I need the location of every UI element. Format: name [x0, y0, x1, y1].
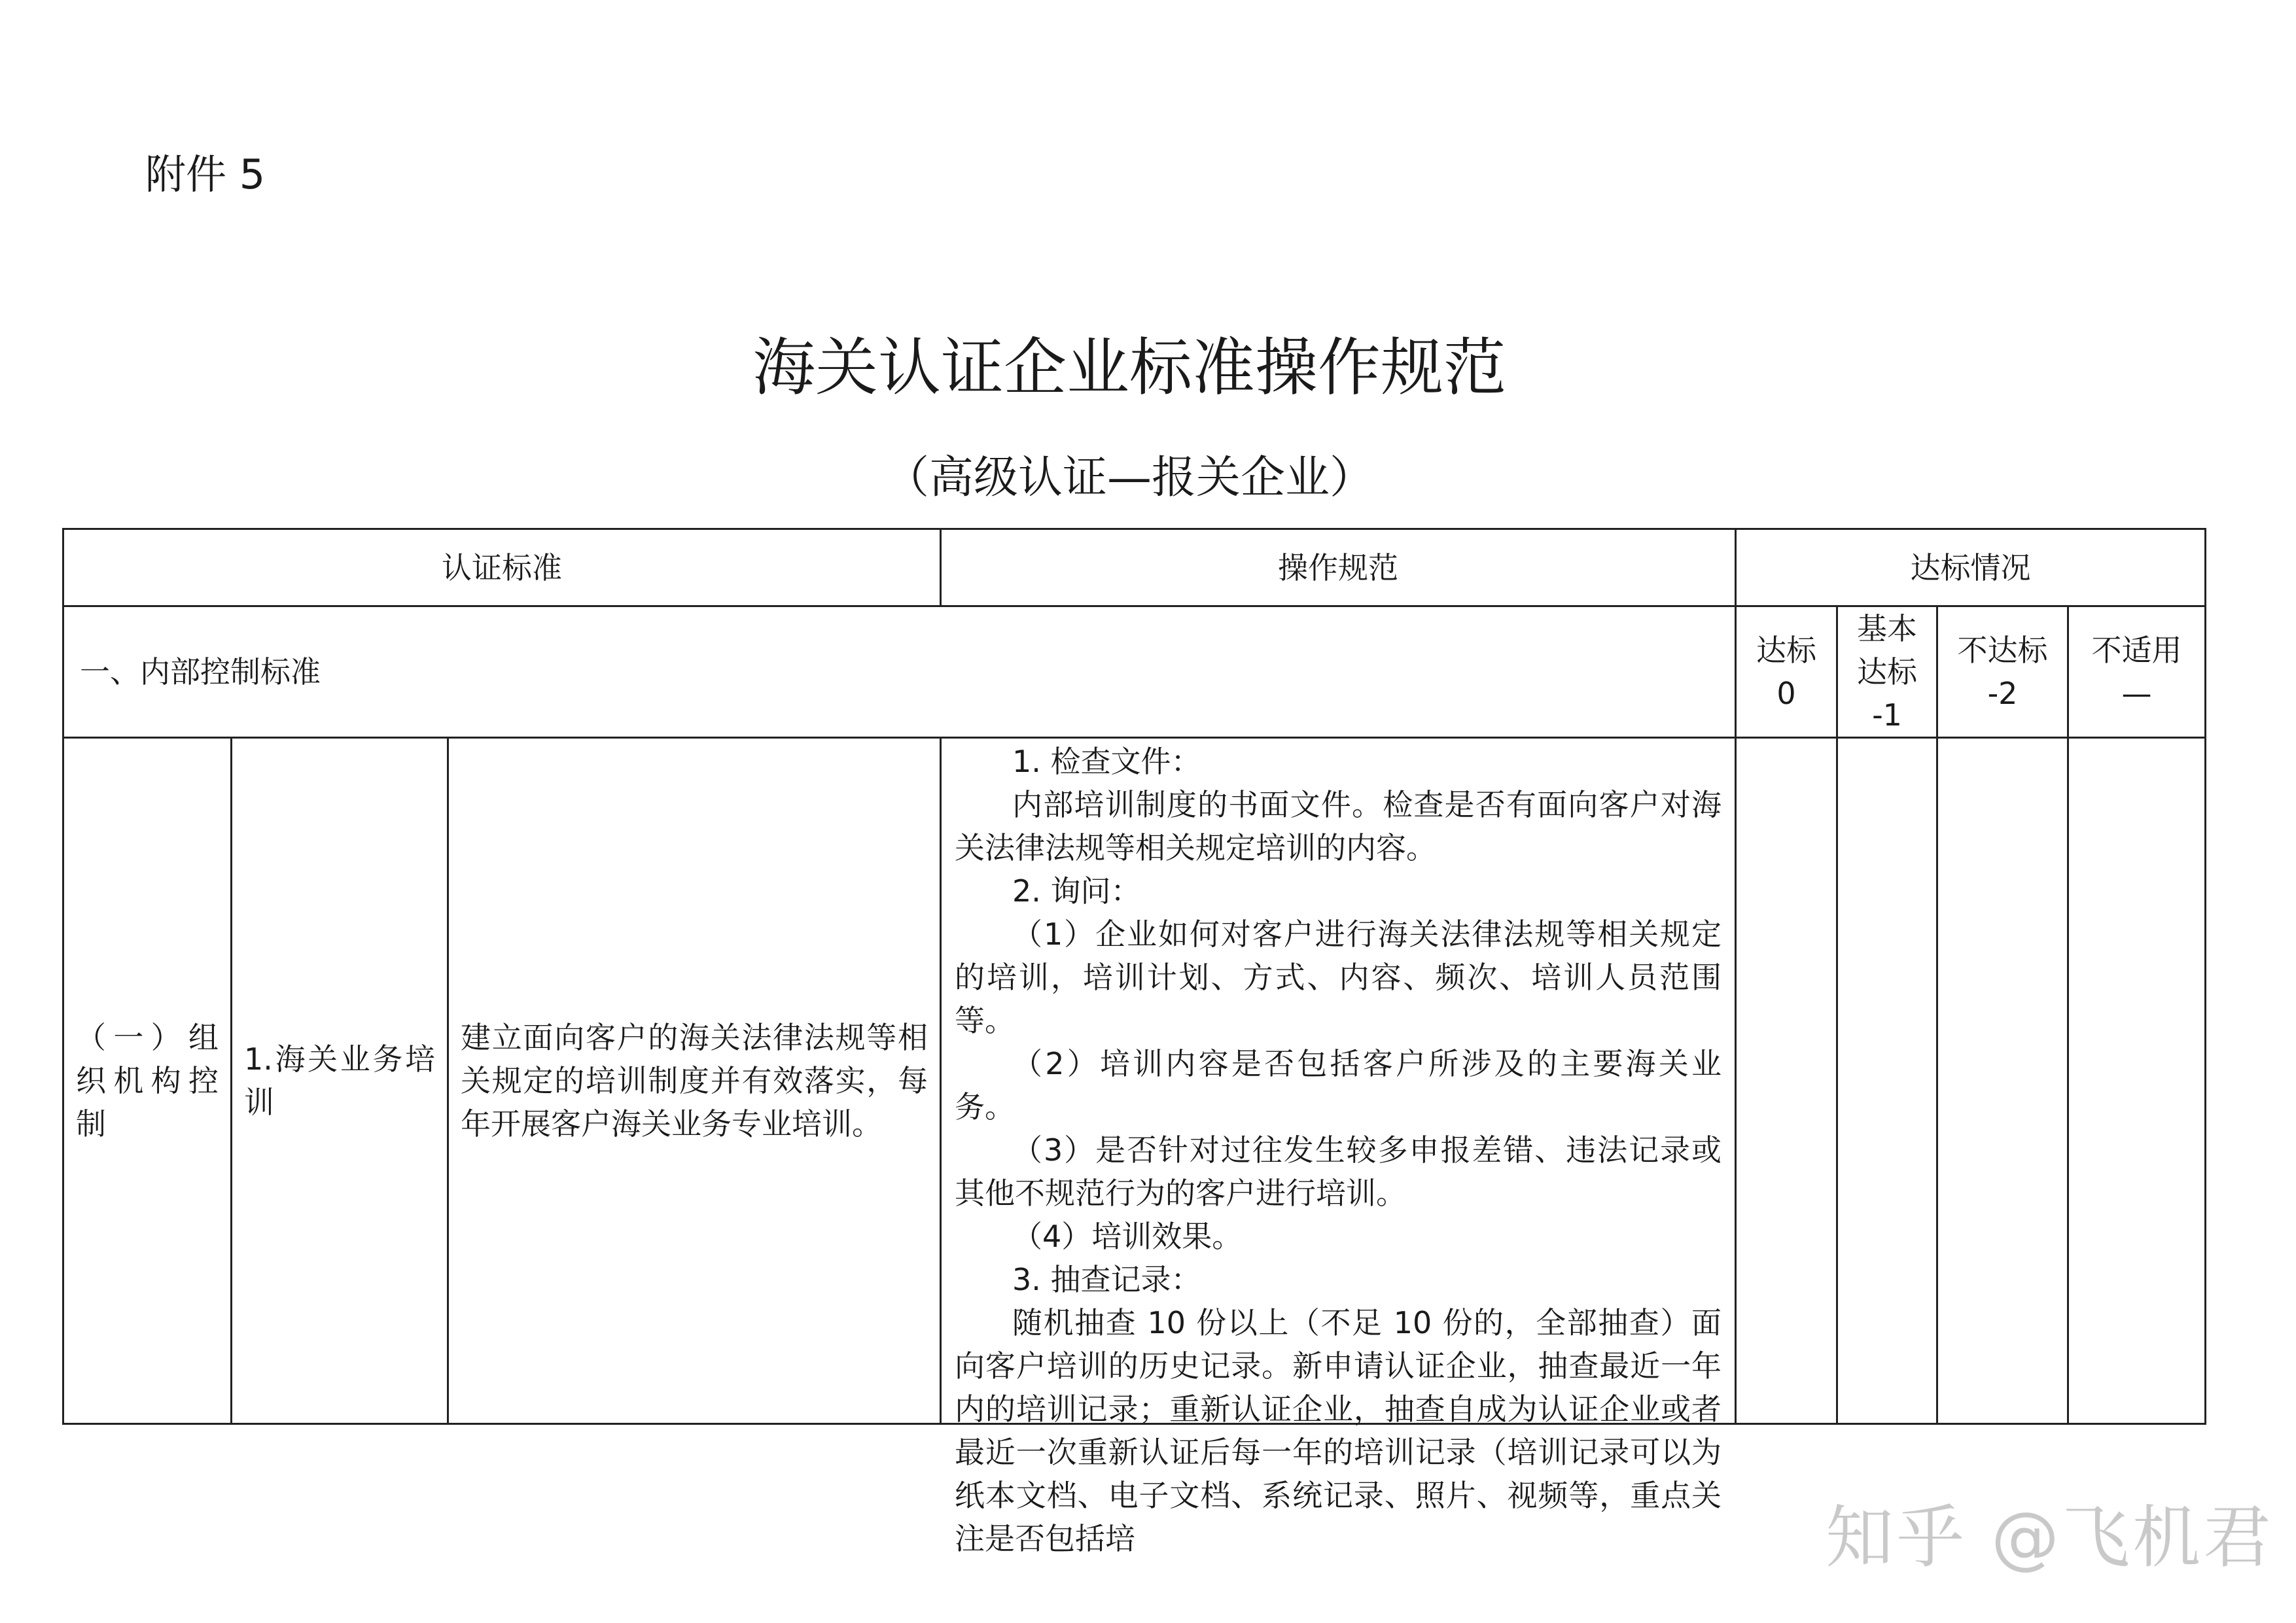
header-spec: 操作规范	[941, 529, 1736, 606]
document-subtitle: （高级认证—报关企业）	[884, 452, 1374, 504]
item-cell: 1.海关业务培训	[232, 738, 448, 1424]
rating-compliant: 达标 0	[1736, 606, 1837, 738]
spec-paragraph: 3. 抽查记录：	[1012, 1262, 1201, 1297]
category-cell: （一）组织机构控制	[63, 738, 232, 1424]
rating-basic-compliant: 基本 达标 -1	[1837, 606, 1937, 738]
spec-paragraph: 1. 检查文件：	[1012, 744, 1201, 779]
standard-cell: 建立面向客户的海关法律法规等相关规定的培训制度并有效落实，每年开展客户海关业务专业培训。	[448, 738, 941, 1424]
rating-not-applicable: 不适用 —	[2068, 606, 2206, 738]
spec-paragraph: （1）企业如何对客户进行海关法律法规等相关规定的培训，培训计划、方式、内容、频次、培训人员范围等。	[955, 916, 1722, 1038]
spec-paragraph: （3）是否针对过往发生较多申报差错、违法记录或其他不规范行为的客户进行培训。	[955, 1132, 1722, 1211]
document-title: 海关认证企业标准操作规范	[752, 331, 1506, 404]
watermark: 知乎 @飞机君	[1826, 1497, 2274, 1577]
header-standard: 认证标准	[63, 529, 941, 606]
spec-paragraph: 2. 询问：	[1012, 873, 1141, 909]
header-status: 达标情况	[1736, 529, 2206, 606]
section-row	[63, 606, 2206, 738]
section-label: 一、内部控制标准	[63, 606, 1736, 738]
rating-noncompliant: 不达标 -2	[1937, 606, 2068, 738]
rating-cell-noncompliant	[1937, 738, 2068, 1424]
spec-paragraph: （2）培训内容是否包括客户所涉及的主要海关业务。	[955, 1046, 1722, 1125]
rating-cell-compliant	[1736, 738, 1837, 1424]
spec-paragraph: 随机抽查 10 份以上（不足 10 份的，全部抽查）面向客户培训的历史记录。新申请认证企业，抽查最近一年内的培训记录；重新认证企业，抽查自成为认证企业或者最近一次重新认证后每一年的培训记录（培训记录可以为纸本文档、电子文档、系统记录、照片、视频等，重点关注是否包括培	[955, 1305, 1722, 1556]
rating-cell-basic-compliant	[1837, 738, 1937, 1424]
spec-paragraph: （4）培训效果。	[1012, 1219, 1243, 1254]
table-row	[63, 738, 2206, 1424]
header-row	[63, 529, 2206, 606]
rating-cell-not-applicable	[2068, 738, 2206, 1424]
spec-paragraph: 内部培训制度的书面文件。检查是否有面向客户对海关法律法规等相关规定培训的内容。	[955, 787, 1722, 865]
attachment-label: 附件 5	[145, 150, 266, 198]
spec-cell	[941, 738, 1736, 1556]
